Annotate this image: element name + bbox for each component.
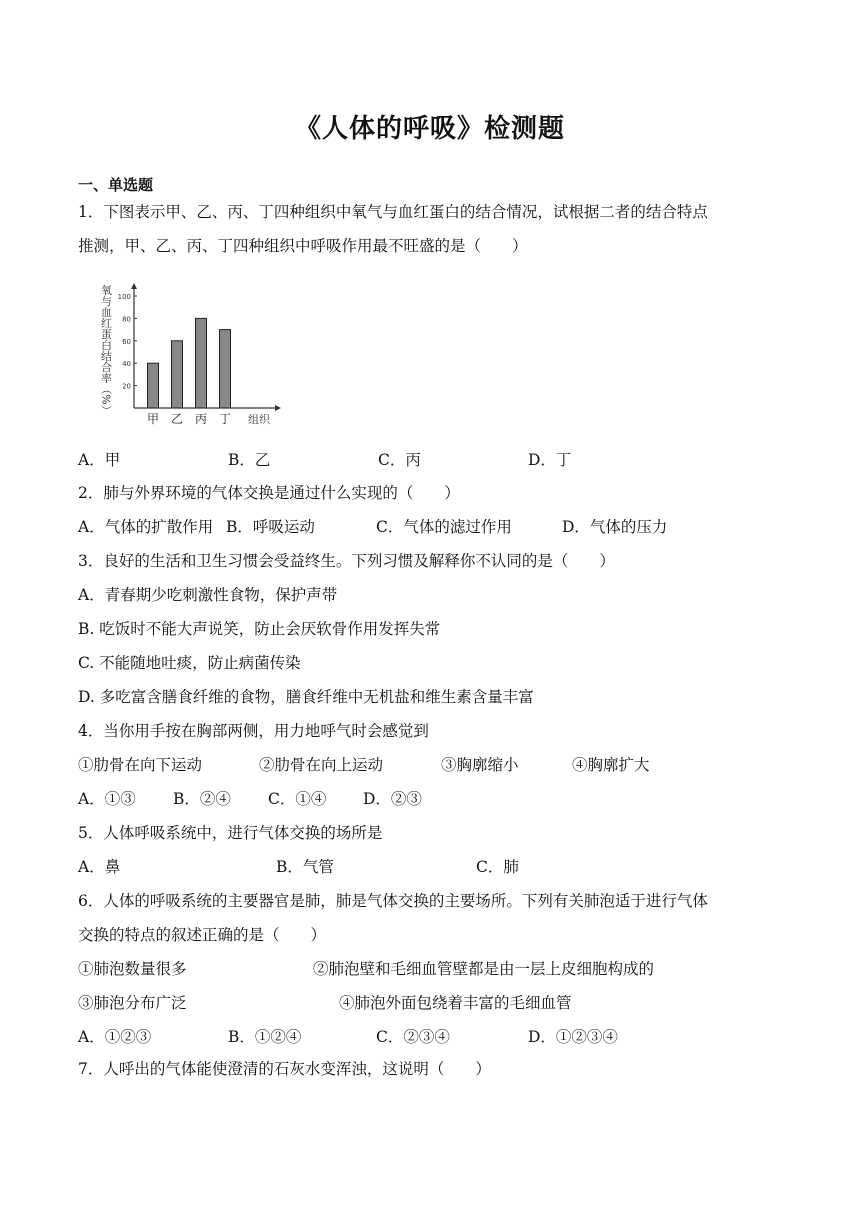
question-5-option-a: A．鼻	[78, 858, 121, 876]
question-6-option-d: D．①②③④	[528, 1028, 618, 1046]
question-2-option-c: C．气体的滤过作用	[376, 518, 512, 536]
question-4-option-b: B．②④	[173, 790, 231, 808]
question-1-option-d: D．丁	[528, 451, 572, 469]
chart-bar	[172, 341, 183, 408]
question-1-option-a: A．甲	[78, 451, 121, 469]
chart-y-tick-label: 40	[122, 360, 131, 369]
question-3-option-b: B. 吃饭时不能大声说笑，防止会厌软骨作用发挥失常	[78, 620, 441, 638]
chart-bar	[196, 318, 207, 408]
question-4-option-d: D．②③	[363, 790, 422, 808]
question-6-option-b: B．①②④	[228, 1028, 302, 1046]
question-1-stem-line-1: 1．下图表示甲、乙、丙、丁四种组织中氧气与血红蛋白的结合情况，试根据二者的结合特点	[78, 203, 708, 221]
oxygen-binding-bar-chart	[80, 280, 290, 430]
chart-category-label: 丙	[194, 412, 208, 426]
chart-y-axis-label: 氧与血红蛋白结合率（%）	[99, 284, 113, 416]
chart-bar	[220, 330, 231, 408]
question-5-option-c: C．肺	[476, 858, 519, 876]
chart-category-label: 甲	[146, 412, 160, 426]
section-heading: 一、单选题	[78, 176, 154, 194]
question-1-stem-line-2: 推测，甲、乙、丙、丁四种组织中呼吸作用最不旺盛的是（ ）	[78, 237, 528, 255]
question-4-option-a: A．①③	[78, 790, 136, 808]
question-1-option-b: B．乙	[228, 451, 271, 469]
chart-y-tick-label: 80	[122, 315, 131, 324]
chart-x-axis-arrow	[275, 405, 281, 411]
question-3-stem: 3．良好的生活和卫生习惯会受益终生。下列习惯及解释你不认同的是（ ）	[78, 552, 615, 570]
question-5-stem: 5．人体呼吸系统中，进行气体交换的场所是	[78, 824, 383, 842]
question-6-stem-line-2: 交换的特点的叙述正确的是（ ）	[78, 926, 327, 944]
question-3-option-d: D. 多吃富含膳食纤维的食物，膳食纤维中无机盐和维生素含量丰富	[78, 688, 534, 706]
question-4-item-2: ②肋骨在向上运动	[259, 756, 384, 774]
question-6-item-1: ①肺泡数量很多	[78, 960, 187, 978]
question-3-option-c: C. 不能随地吐痰，防止病菌传染	[78, 654, 301, 672]
question-4-stem: 4．当你用手按在胸部两侧，用力地呼气时会感觉到	[78, 722, 429, 740]
question-6-stem-line-1: 6．人体的呼吸系统的主要器官是肺，肺是气体交换的主要场所。下列有关肺泡适于进行气体	[78, 892, 708, 910]
question-2-stem: 2．肺与外界环境的气体交换是通过什么实现的（ ）	[78, 484, 460, 502]
question-4-item-1: ①肋骨在向下运动	[78, 756, 203, 774]
question-4-item-4: ④胸廓扩大	[572, 756, 650, 774]
chart-x-axis-label: 组织	[248, 413, 270, 426]
chart-y-tick-label: 100	[117, 293, 131, 301]
question-3-option-a: A．青春期少吃刺激性食物，保护声带	[78, 586, 338, 604]
question-6-option-c: C．②③④	[376, 1028, 450, 1046]
question-2-option-d: D．气体的压力	[562, 518, 668, 536]
question-2-option-a: A．气体的扩散作用	[78, 518, 214, 536]
question-4-option-c: C．①④	[268, 790, 327, 808]
chart-y-axis-arrow	[131, 283, 137, 289]
question-6-item-4: ④肺泡外面包绕着丰富的毛细血管	[339, 994, 572, 1012]
chart-category-label: 丁	[218, 412, 232, 426]
question-6-option-a: A．①②③	[78, 1028, 152, 1046]
chart-bar	[148, 363, 159, 408]
chart-svg	[80, 280, 290, 430]
question-7-stem: 7．人呼出的气体能使澄清的石灰水变浑浊，这说明（ ）	[78, 1060, 491, 1078]
question-6-item-3: ③肺泡分布广泛	[78, 994, 187, 1012]
chart-category-label: 乙	[170, 412, 184, 426]
question-1-option-c: C．丙	[378, 451, 421, 469]
chart-y-tick-label: 20	[122, 382, 131, 391]
question-2-option-b: B．呼吸运动	[226, 518, 315, 536]
question-6-item-2: ②肺泡壁和毛细血管壁都是由一层上皮细胞构成的	[313, 960, 655, 978]
question-5-option-b: B．气管	[276, 858, 334, 876]
chart-y-tick-label: 60	[122, 337, 131, 346]
page-title: 《人体的呼吸》检测题	[294, 114, 565, 144]
question-4-item-3: ③胸廓缩小	[441, 756, 519, 774]
